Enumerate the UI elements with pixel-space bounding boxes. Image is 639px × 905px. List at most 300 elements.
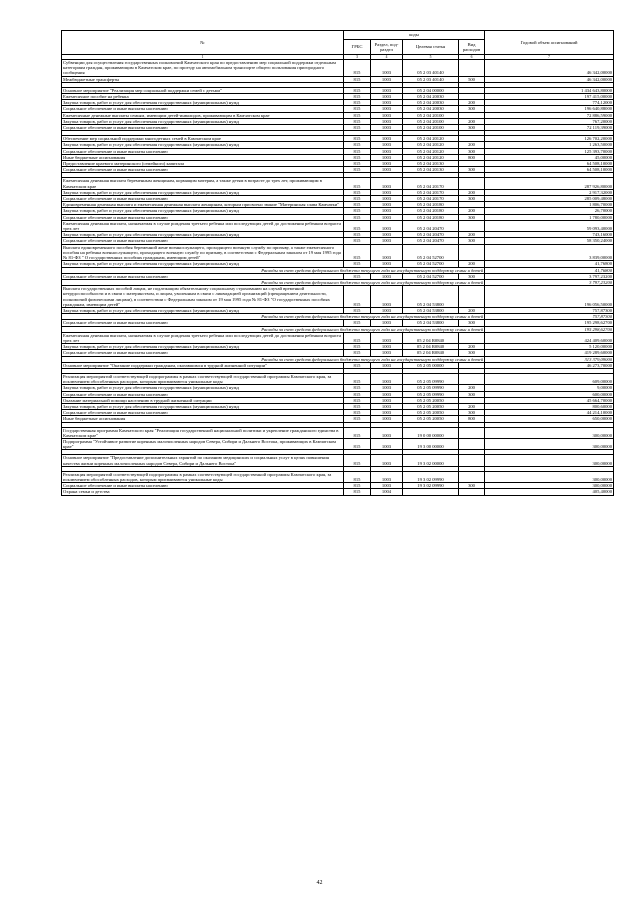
row-name: Закупка товаров, работ и услуг для обеспечения государственных (муниципальных) нужд (62, 344, 344, 350)
row-razdel: 1003 (371, 167, 403, 173)
row-target: 05 2 04 53800 (403, 286, 459, 308)
row-grbs: 815 (344, 189, 371, 195)
row-target: 05 2 04 20130 (403, 167, 459, 173)
row-vid: 200 (459, 118, 485, 124)
row-vid: 800 (459, 154, 485, 160)
row-grbs: 815 (344, 220, 371, 231)
row-name: Социальное обеспечение и иные выплаты населению (62, 273, 344, 279)
row-amount: 5 120,00000 (485, 344, 614, 350)
row-amount: 1 263,50000 (485, 142, 614, 148)
row-grbs: 815 (344, 344, 371, 350)
row-name: Иные бюджетные ассигнования (62, 416, 344, 422)
row-amount: 774,12000 (485, 100, 614, 106)
row-target: 05 2 04 20120 (403, 136, 459, 142)
table-row (62, 471, 614, 482)
row-grbs: 815 (344, 94, 371, 100)
row-name: Социальное обеспечение и иные выплаты населению (62, 410, 344, 416)
row-grbs: 815 (344, 397, 371, 403)
row-razdel: 1003 (371, 161, 403, 167)
row-amount: 41,76800 (485, 261, 614, 267)
row-vid (459, 373, 485, 384)
page-number: 42 (316, 880, 323, 886)
row-vid: 200 (459, 385, 485, 391)
row-amount: 46 273,70000 (485, 362, 614, 368)
row-grbs: 815 (344, 391, 371, 397)
row-razdel: 1003 (371, 214, 403, 220)
header-codes: коды (344, 31, 485, 40)
row-target: 05 2 04 20100 (403, 118, 459, 124)
row-razdel: 1003 (371, 438, 403, 449)
row-razdel: 1003 (371, 344, 403, 350)
table-row (62, 244, 614, 261)
row-razdel: 1003 (371, 142, 403, 148)
row-grbs: 815 (344, 273, 371, 279)
row-name: Охрана семьи и детства (62, 489, 344, 495)
row-name: Выплата единовременного пособия беременной жене военнослужащего, проходящего военную службу по призыву, а также ежемесячного пособия на ребенка военнослужащего, проходящего военную службу по призыву, в соответствии с Федеральным законом от 19 мая 1995 года № 81-ФЗ " О государственных пособиях гражданам, имеющим детей" (62, 244, 344, 261)
row-target: 05 2 04 20120 (403, 142, 459, 148)
row-name: Единовременная денежная выплата и ежемесячная денежная выплата женщинам, которым присвоено звание "Материнская слава Камчатки" (62, 202, 344, 208)
row-razdel: 1003 (371, 397, 403, 403)
row-grbs: 815 (344, 214, 371, 220)
row-amount: 609,00000 (485, 373, 614, 384)
row-razdel: 1003 (371, 455, 403, 466)
row-razdel: 1003 (371, 220, 403, 231)
row-target: 05 2 04 52700 (403, 261, 459, 267)
row-name: Ежемесячная денежная выплата, назначаемая в случае рождения третьего ребенка или последующих детей до достижения ребенком возраста трех лет (62, 332, 344, 343)
row-grbs: 815 (344, 403, 371, 409)
note-text: Расходы за счет средств федерального бюджета текущего года на государственную поддержку семьи и детей (62, 314, 485, 320)
row-razdel: 1003 (371, 106, 403, 112)
header-vid: Вид расходов (459, 40, 485, 55)
row-razdel: 1003 (371, 189, 403, 195)
row-name: Ежемесячные денежные выплаты семьям, имеющим детей-инвалидов, проживающим в Камчатском крае (62, 112, 344, 118)
row-vid: 300 (459, 214, 485, 220)
row-name: Закупка товаров, работ и услуг для обеспечения государственных (муниципальных) нужд (62, 307, 344, 313)
row-amount: 757,87300 (485, 307, 614, 313)
row-amount: 44 214,10000 (485, 410, 614, 416)
row-target: 05 2 05 20050 (403, 403, 459, 409)
row-vid: 300 (459, 273, 485, 279)
row-razdel: 1003 (371, 320, 403, 326)
row-grbs: 815 (344, 100, 371, 106)
row-name: Социальное обеспечение и иные выплаты населению (62, 125, 344, 131)
row-name: Закупка товаров, работ и услуг для обеспечения государственных (муниципальных) нужд (62, 208, 344, 214)
row-target: 05 2 04 20030 (403, 106, 459, 112)
row-amount: 3 839,00000 (485, 244, 614, 261)
row-vid: 200 (459, 403, 485, 409)
row-vid: 300 (459, 148, 485, 154)
row-grbs: 815 (344, 178, 371, 189)
row-amount: 46 342,00000 (485, 60, 614, 77)
row-name: Социальное обеспечение и иные выплаты населению (62, 238, 344, 244)
row-vid: 300 (459, 167, 485, 173)
row-amount: 26,70000 (485, 208, 614, 214)
row-name: Основное мероприятие "Реализация мер социальной поддержки семей с детьми" (62, 87, 344, 93)
row-vid: 200 (459, 189, 485, 195)
row-amount: 64 508,10000 (485, 167, 614, 173)
row-amount: 300,00000 (485, 471, 614, 482)
row-vid: 300 (459, 391, 485, 397)
row-target: 05 2 04 00000 (403, 87, 459, 93)
row-grbs: 815 (344, 202, 371, 208)
row-amount: 58 350,24000 (485, 238, 614, 244)
row-razdel: 1003 (371, 112, 403, 118)
row-target: 05 2 04 R0840 (403, 344, 459, 350)
row-name: Закупка товаров, работ и услуг для обеспечения государственных (муниципальных) нужд (62, 118, 344, 124)
row-target: 05 2 04 20100 (403, 112, 459, 118)
row-name: Реализация мероприятий соответствующей подпрограммы в рамках соответствующей государственной программы Камчатского края, за исключением обособленных расходов, которым присваиваются уникальные коды (62, 471, 344, 482)
row-amount: 285 009,48000 (485, 196, 614, 202)
table-row (62, 220, 614, 231)
row-razdel: 1003 (371, 471, 403, 482)
row-grbs: 815 (344, 161, 371, 167)
row-name: Основное мероприятие "Оказание поддержки гражданам, оказавшимся в трудной жизненной ситуации" (62, 362, 344, 368)
row-razdel: 1003 (371, 196, 403, 202)
row-grbs: 815 (344, 489, 371, 495)
row-vid: 300 (459, 320, 485, 326)
row-vid (459, 178, 485, 189)
row-amount: 743,16000 (485, 232, 614, 238)
row-grbs: 815 (344, 350, 371, 356)
row-razdel: 1003 (371, 403, 403, 409)
row-razdel: 1003 (371, 100, 403, 106)
row-vid: 300 (459, 238, 485, 244)
row-amount: 300,00000 (485, 438, 614, 449)
row-target: 05 2 04 20170 (403, 189, 459, 195)
row-vid: 300 (459, 106, 485, 112)
table-row (62, 286, 614, 308)
row-razdel: 1003 (371, 273, 403, 279)
budget-table (61, 30, 614, 496)
row-grbs: 815 (344, 244, 371, 261)
row-grbs: 815 (344, 332, 371, 343)
row-vid: 200 (459, 307, 485, 313)
row-name: Закупка товаров, работ и услуг для обеспечения государственных (муниципальных) нужд (62, 232, 344, 238)
header-razdel: Раздел, под-раздел (371, 40, 403, 55)
row-amount: 2 917,32000 (485, 189, 614, 195)
row-name: Иные бюджетные ассигнования (62, 154, 344, 160)
row-razdel: 1003 (371, 373, 403, 384)
row-name: Закупка товаров, работ и услуг для обеспечения государственных (муниципальных) нужд (62, 385, 344, 391)
row-razdel: 1003 (371, 350, 403, 356)
row-grbs: 815 (344, 307, 371, 313)
row-name: Ежемесячная денежная выплата беременным женщинам, кормящим матерям, а также детям в возрасте до трех лет, проживающим в Камчатском крае (62, 178, 344, 189)
row-vid (459, 438, 485, 449)
row-razdel: 1003 (371, 118, 403, 124)
row-vid (459, 455, 485, 466)
row-amount: 767,20000 (485, 118, 614, 124)
row-target: 05 2 05 20050 (403, 397, 459, 403)
row-vid: 200 (459, 208, 485, 214)
row-vid (459, 60, 485, 77)
row-razdel: 1003 (371, 307, 403, 313)
row-vid: 300 (459, 196, 485, 202)
row-razdel: 1003 (371, 261, 403, 267)
row-name: Социальное обеспечение и иные выплаты населению (62, 148, 344, 154)
row-grbs: 815 (344, 167, 371, 173)
row-vid (459, 332, 485, 343)
row-target: 05 2 04 52700 (403, 244, 459, 261)
row-amount: 600,00000 (485, 391, 614, 397)
row-razdel: 1003 (371, 232, 403, 238)
row-name: Оказание материальной помощи населению в трудной жизненной ситуации (62, 397, 344, 403)
table-row (62, 489, 614, 495)
col-index: 3 (344, 55, 371, 60)
row-vid: 300 (459, 410, 485, 416)
row-razdel: 1003 (371, 76, 403, 82)
row-name: Реализация мероприятий соответствующей подпрограммы в рамках соответствующей государственной программы Камчатского края, за исключением обособленных расходов, которым присваиваются уникальные коды (62, 373, 344, 384)
table-row (62, 438, 614, 449)
row-name: Социальное обеспечение и иные выплаты населению (62, 391, 344, 397)
row-razdel: 1003 (371, 410, 403, 416)
note-amount: 195 298,62700 (485, 326, 614, 332)
row-grbs: 815 (344, 238, 371, 244)
row-grbs: 815 (344, 142, 371, 148)
row-vid (459, 244, 485, 261)
row-target: 05 2 04 20100 (403, 125, 459, 131)
row-amount: 45 664,70000 (485, 397, 614, 403)
row-target: 05 2 04 20470 (403, 238, 459, 244)
col-index: 4 (371, 55, 403, 60)
row-amount: 1 780,00000 (485, 214, 614, 220)
row-vid (459, 286, 485, 308)
row-grbs: 815 (344, 112, 371, 118)
row-vid (459, 471, 485, 482)
row-vid (459, 220, 485, 231)
row-grbs: 815 (344, 320, 371, 326)
row-amount: 650,00000 (485, 416, 614, 422)
note-text: Расходы за счет средств федерального бюджета текущего года на государственную поддержку семьи и детей (62, 326, 485, 332)
budget-table-page (61, 30, 613, 496)
table-row (62, 332, 614, 343)
row-grbs: 815 (344, 373, 371, 384)
row-amount: 45,00000 (485, 154, 614, 160)
row-amount: 64 508,10000 (485, 161, 614, 167)
row-target: 19 3 02 00000 (403, 455, 459, 466)
row-name: Межбюджетные трансферты (62, 76, 344, 82)
col-index: 5 (403, 55, 459, 60)
row-vid: 200 (459, 142, 485, 148)
row-razdel: 1003 (371, 148, 403, 154)
header-number: № (62, 31, 344, 55)
row-grbs: 815 (344, 232, 371, 238)
row-grbs: 815 (344, 455, 371, 466)
note-text: Расходы за счет средств федерального бюджета текущего года на государственную поддержку семьи и детей (62, 279, 485, 285)
row-razdel: 1003 (371, 286, 403, 308)
row-name: Социальное обеспечение и иные выплаты населению (62, 106, 344, 112)
table-row (62, 373, 614, 384)
row-name: Субвенции для осуществления государственных полномочий Камчатского края по предоставлению мер социальной поддержки отдельным категориям граждан, проживающим в Камчатском крае, по проезду на автомобильном транспорте общего пользования пригородного сообщения (62, 60, 344, 77)
row-grbs: 815 (344, 60, 371, 77)
row-vid: 200 (459, 344, 485, 350)
row-razdel: 1003 (371, 136, 403, 142)
row-target: 05 2 04 20170 (403, 178, 459, 189)
row-razdel: 1003 (371, 391, 403, 397)
row-target: 05 2 04 20170 (403, 196, 459, 202)
note-text: Расходы за счет средств федерального бюджета текущего года на государственную поддержку семьи и детей (62, 267, 485, 273)
table-row (62, 427, 614, 438)
row-target: 05 2 04 52700 (403, 273, 459, 279)
note-amount: 41,76800 (485, 267, 614, 273)
row-vid: 800 (459, 416, 485, 422)
row-target: 05 2 04 20120 (403, 148, 459, 154)
row-target: 05 2 04 R0840 (403, 350, 459, 356)
row-amount: 300,00000 (485, 455, 614, 466)
row-grbs: 815 (344, 87, 371, 93)
row-grbs: 815 (344, 76, 371, 82)
row-name: Закупка товаров, работ и услуг для обеспечения государственных (муниципальных) нужд (62, 403, 344, 409)
header-amount: Годовой объем ассигнований (485, 31, 614, 55)
row-grbs: 815 (344, 208, 371, 214)
row-target: 05 2 04 20180 (403, 214, 459, 220)
row-vid (459, 427, 485, 438)
row-target: 05 2 05 20050 (403, 416, 459, 422)
row-amount: 300,00000 (485, 427, 614, 438)
row-amount: 300,00000 (485, 483, 614, 489)
row-razdel: 1003 (371, 125, 403, 131)
row-target: 05 2 04 20470 (403, 220, 459, 231)
row-target: 05 2 04 20030 (403, 94, 459, 100)
row-name: Закупка товаров, работ и услуг для обеспечения государственных (муниципальных) нужд (62, 189, 344, 195)
row-name: Основное мероприятие "Предоставление дополнительных гарантий по оказанию медицинских и социальных услуг в целях повышения качества жизни коренных малочисленных народов Севера, Сибири и Дальнего Востока" (62, 455, 344, 466)
row-razdel: 1003 (371, 238, 403, 244)
row-amount: 196 640,88000 (485, 106, 614, 112)
note-amount: 3 797,23200 (485, 279, 614, 285)
row-vid (459, 489, 485, 495)
row-razdel: 1003 (371, 60, 403, 77)
row-target: 05 2 03 40140 (403, 76, 459, 82)
note-amount: 313 379,09000 (485, 356, 614, 362)
row-target: 05 2 04 20180 (403, 202, 459, 208)
row-name: Предоставление краевого материнского (семейного) капитала (62, 161, 344, 167)
row-target (403, 489, 459, 495)
row-razdel: 1003 (371, 154, 403, 160)
row-vid: 200 (459, 100, 485, 106)
row-target: 05 2 05 00000 (403, 362, 459, 368)
col-index: 7 (485, 55, 614, 60)
row-name: Государственная программа Камчатского края "Реализация государственной национальной политики и укрепление гражданского единства в Камчатском крае" (62, 427, 344, 438)
row-amount: 72 119,39000 (485, 125, 614, 131)
row-grbs: 815 (344, 136, 371, 142)
row-grbs: 815 (344, 483, 371, 489)
row-razdel: 1003 (371, 362, 403, 368)
row-name: Социальное обеспечение и иные выплаты населению (62, 167, 344, 173)
row-target: 05 2 04 20120 (403, 154, 459, 160)
row-target: 19 0 00 00000 (403, 427, 459, 438)
row-grbs: 815 (344, 362, 371, 368)
row-name: Ежемесячная денежная выплата, назначаемая в случае рождения третьего ребенка или последующих детей до достижения ребенком возраста трех лет (62, 220, 344, 231)
row-amount: 287 926,80000 (485, 178, 614, 189)
row-target: 05 2 05 09990 (403, 373, 459, 384)
header-grbs: ГРБС (344, 40, 371, 55)
row-amount: 195 298,62700 (485, 320, 614, 326)
row-grbs: 815 (344, 438, 371, 449)
row-vid: 200 (459, 261, 485, 267)
row-target: 05 2 05 09990 (403, 391, 459, 397)
row-razdel: 1003 (371, 244, 403, 261)
row-vid: 300 (459, 350, 485, 356)
row-name: Закупка товаров, работ и услуг для обеспечения государственных (муниципальных) нужд (62, 261, 344, 267)
row-vid: 300 (459, 125, 485, 131)
row-target: 05 2 04 20130 (403, 161, 459, 167)
row-grbs: 815 (344, 385, 371, 391)
row-razdel: 1003 (371, 208, 403, 214)
row-amount: 9,00000 (485, 385, 614, 391)
col-index: 1 (62, 55, 344, 60)
row-grbs: 815 (344, 125, 371, 131)
row-name: Социальное обеспечение и иные выплаты населению (62, 320, 344, 326)
row-target: 05 2 04 20030 (403, 100, 459, 106)
row-razdel: 1003 (371, 178, 403, 189)
row-name: Выплата государственных пособий лицам, не подлежащим обязательному социальному страхованию на случай временной нетрудоспособности и в связи с материнством, и лицам, уволенным в связи с ликвидацией организаций (прекращением деятельности, полномочий физическими лицами), в соответствии с Федеральным законом от 19 мая 1995 года № 81-ФЗ "О государственных пособиях гражданам, имеющим детей" (62, 286, 344, 308)
row-vid: 300 (459, 483, 485, 489)
row-amount: 1 806,70000 (485, 202, 614, 208)
row-target: 19 3 00 00000 (403, 438, 459, 449)
row-razdel: 1003 (371, 202, 403, 208)
note-amount: 757,87300 (485, 314, 614, 320)
row-name: Закупка товаров, работ и услуг для обеспечения государственных (муниципальных) нужд (62, 142, 344, 148)
row-target: 19 3 02 09990 (403, 471, 459, 482)
row-vid: 200 (459, 232, 485, 238)
row-razdel: 1003 (371, 385, 403, 391)
row-razdel: 1003 (371, 416, 403, 422)
row-grbs: 815 (344, 106, 371, 112)
row-amount: 59 093,40000 (485, 220, 614, 231)
row-grbs: 815 (344, 410, 371, 416)
table-row (62, 60, 614, 77)
row-target: 05 2 04 20180 (403, 208, 459, 214)
row-razdel: 1003 (371, 332, 403, 343)
row-razdel: 1003 (371, 483, 403, 489)
row-target: 05 2 05 20050 (403, 410, 459, 416)
row-grbs: 815 (344, 427, 371, 438)
row-target: 05 2 04 R0840 (403, 332, 459, 343)
row-amount: 197 415,00000 (485, 94, 614, 100)
row-grbs: 815 (344, 196, 371, 202)
row-amount: 424 409,60000 (485, 332, 614, 343)
table-row (62, 178, 614, 189)
row-razdel: 1004 (371, 489, 403, 495)
table-row (62, 455, 614, 466)
row-name: Социальное обеспечение и иные выплаты населению (62, 214, 344, 220)
table-body (62, 60, 614, 496)
col-index: 6 (459, 55, 485, 60)
row-grbs: 815 (344, 261, 371, 267)
row-name: Социальное обеспечение и иные выплаты населению (62, 483, 344, 489)
row-amount: 3 797,23200 (485, 273, 614, 279)
row-name: Социальное обеспечение и иные выплаты населению (62, 196, 344, 202)
row-name: Закупка товаров, работ и услуг для обеспечения государственных (муниципальных) нужд (62, 100, 344, 106)
row-target: 05 2 04 53800 (403, 307, 459, 313)
row-target: 05 2 04 53800 (403, 320, 459, 326)
row-amount: 196 056,50000 (485, 286, 614, 308)
row-grbs: 815 (344, 416, 371, 422)
row-target: 05 2 05 09990 (403, 385, 459, 391)
row-amount: 1 434 643,80000 (485, 87, 614, 93)
row-grbs: 815 (344, 471, 371, 482)
row-name: Ежемесячное пособие на ребенка (62, 94, 344, 100)
row-amount: 419 289,60000 (485, 350, 614, 356)
row-amount: 72 886,59000 (485, 112, 614, 118)
row-razdel: 1003 (371, 94, 403, 100)
row-grbs: 815 (344, 148, 371, 154)
row-razdel: 1003 (371, 87, 403, 93)
row-name: Подпрограмма "Устойчивое развитие коренных малочисленных народов Севера, Сибири и Дальнего Востока, проживающих в Камчатском крае" (62, 438, 344, 449)
row-target: 05 2 03 40140 (403, 60, 459, 77)
row-amount: 125 393,70000 (485, 148, 614, 154)
row-grbs: 815 (344, 118, 371, 124)
row-grbs: 815 (344, 154, 371, 160)
